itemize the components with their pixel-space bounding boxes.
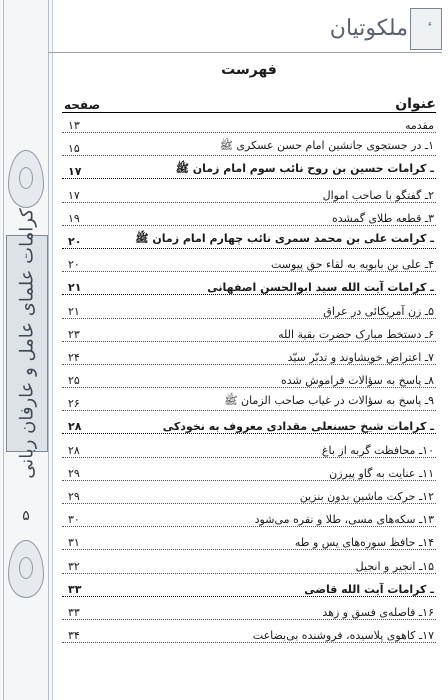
toc-entry-page: ۲۴ [68,350,80,364]
toc-entry-page: ۱۹ [68,211,80,225]
column-page-header: صفحه [64,98,101,112]
toc-entry-title: ـ کرامت علی بن محمد سمری نائب چهارم امام زمان ﷺ [135,231,434,245]
toc-entry-page: ۲۸ [68,443,80,457]
toc-entry [62,272,436,295]
toc-entry [62,226,436,249]
toc-entry [62,597,436,620]
toc-entry [62,342,436,365]
toc-entry-page: ۱۵ [68,142,80,156]
toc-entry-title: ۲ـ گفتگو با صاحب اموال [322,188,434,202]
toc-header-row [62,88,436,113]
border-line [48,0,49,700]
toc-entry-title: ۱۲ـ حرکت ماشین بدون بنزین [299,490,434,503]
toc-entry [62,295,436,318]
toc-entry [62,203,436,226]
toc-entry [62,550,436,573]
column-title-header: عنوان [395,96,436,112]
toc-entry-page: ۲۸ [68,420,82,434]
toc-entry-title: ۸ـ پاسخ به سؤالات فراموش شده [280,374,434,388]
table-of-contents [62,58,436,643]
toc-entry-page: ۲۱ [68,304,80,318]
toc-entry-title: ۹ـ پاسخ به سؤالات در غیاب صاحب الزمان ﷺ [224,394,434,408]
toc-entry [62,319,436,342]
toc-entry [62,458,436,481]
toc-entry-page: ۲۹ [68,466,80,480]
toc-entry [62,115,436,133]
toc-entry-page: ۳۲ [68,559,80,573]
toc-entry-page: ۲۰ [68,258,80,272]
toc-entry [62,365,436,388]
toc-entry [62,133,436,156]
toc-entry [62,249,436,272]
toc-entry [62,411,436,434]
corner-emblem-icon [410,8,442,50]
toc-entry-page: ۲۳ [68,327,80,341]
ornament-icon [8,540,44,598]
toc-entry-title: ـ کرامات آیت الله سید ابوالحسن اصفهانی [207,281,434,295]
toc-entry [62,179,436,202]
toc-entry-title: ـ کرامات آیت الله قاضی [304,582,434,596]
toc-entry [62,388,436,411]
toc-entry-title: ۱۰ـ محافظت گربه از باغ [321,443,434,457]
toc-entry-title: ۳ـ قطعه طلای گمشده [332,211,434,225]
toc-entry-title: ۱۶ـ فاصله‌ی فسق و زهد [322,605,434,619]
toc-entry-page: ۳۳ [68,605,80,619]
toc-list [62,115,436,643]
toc-entry-title: ـ کرامات شیخ حسنعلی مقدادی معروف به نخودکی [162,420,434,434]
toc-entry-title: ۱۴ـ حافظ سوره‌های یس و طه [294,536,434,550]
toc-entry-page: ۲۹ [68,490,80,503]
toc-entry-page: ۲۰ [68,234,82,248]
toc-entry-page: ۲۵ [68,374,80,388]
toc-entry-page: ۲۶ [68,397,80,411]
book-logo: ملکوتیان [329,16,408,41]
toc-entry-title: ۵ـ زن آمریکائی در عراق [323,304,434,318]
toc-entry-title: ۱۱ـ عنایت به گاو پیرزن [329,466,434,480]
toc-entry-title: ۴ـ علی بن بابویه به لقاء حق پیوست [271,258,434,272]
toc-entry-page: ۳۴ [68,629,80,643]
toc-entry-title: ۱۷ـ کاهوی پلاسیده، فروشنده بی‌بضاعت [252,629,434,643]
toc-entry-title: ۱۳ـ سکه‌های مسی، طلا و نقره می‌شود [254,513,434,527]
side-title-panel [6,208,48,479]
toc-entry-page: ۳۰ [68,513,80,527]
toc-entry-title: ۶ـ دستخط مبارک حضرت بقیة الله [278,327,434,341]
toc-entry [62,527,436,550]
toc-entry-title: ۱ـ در جستجوی جانشین امام حسن عسکری ﷺ [219,139,434,153]
toc-entry [62,156,436,179]
ornament-icon [8,150,44,208]
toc-entry-page: ۲۱ [68,281,82,295]
toc-entry-page: ۳۳ [68,582,82,596]
toc-entry-page: ۱۳ [68,119,80,132]
toc-entry [62,620,436,643]
toc-entry [62,574,436,597]
toc-entry-page: ۳۱ [68,536,80,550]
toc-entry-title: ـ کرامات حسین بن روح نائب سوم امام زمان ﷺ [175,162,434,176]
toc-entry-page: ۱۷ [68,165,82,179]
toc-entry [62,481,436,504]
toc-title: فهرست [221,62,277,78]
toc-entry-page: ۱۷ [68,188,80,202]
toc-entry-title: ۱۵ـ انجیر و انجیل [355,559,434,573]
toc-entry [62,504,436,527]
page-number: ۵ [22,508,30,524]
toc-entry-title: مقدمه [404,119,434,132]
toc-entry-title: ۷ـ اعتراض خویشاوند و تدبّر سیّد [287,350,434,364]
border-line [3,0,4,700]
side-title: کرامات علمای عامل و عارفان ربانی [16,208,38,479]
toc-entry [62,434,436,457]
header-strip [48,8,442,53]
decorative-side-border [0,0,53,700]
